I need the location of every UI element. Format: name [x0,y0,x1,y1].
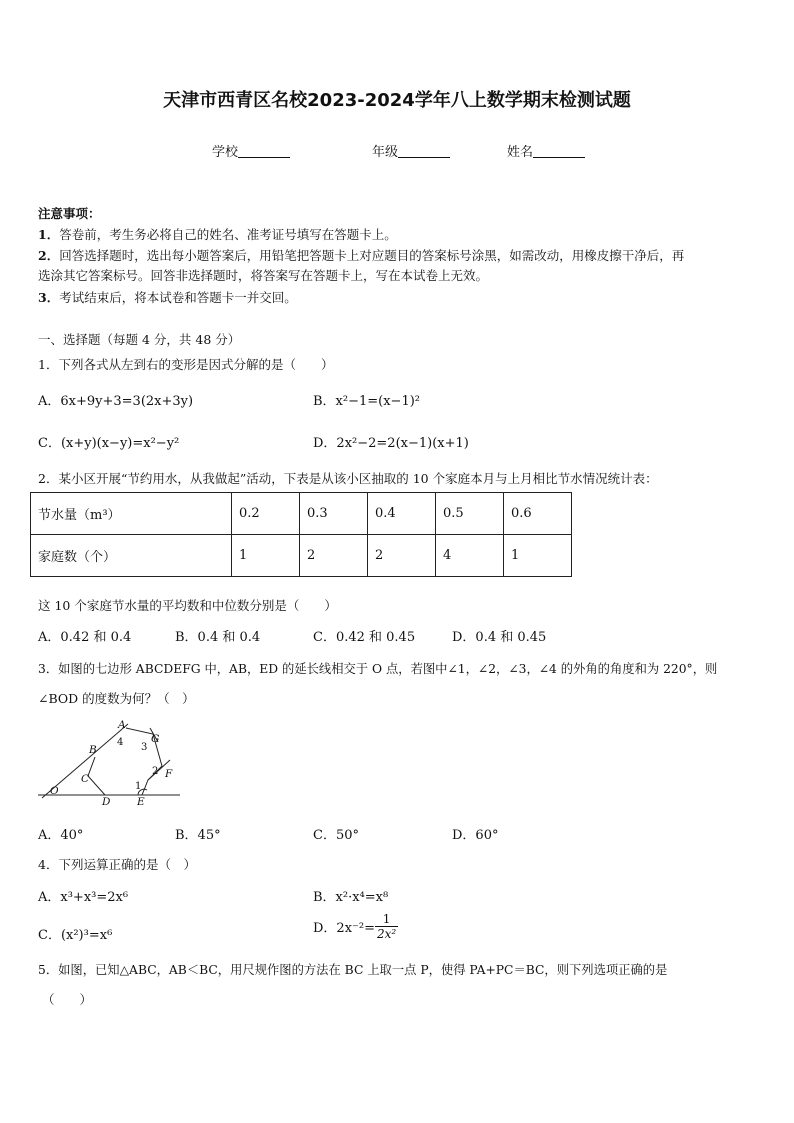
table-row-label: 家庭数（个） [31,535,232,577]
notice-text-1: 答卷前，考生务必将自己的姓名、准考证号填写在答题卡上。 [59,227,397,242]
q4-option-a[interactable]: A．x³+x³=2x⁶ [38,890,129,905]
notice-num-2: 2． [38,248,60,263]
table-cell: 0.5 [436,493,504,535]
q3-option-a[interactable]: A．40° [38,828,84,843]
q3-stem-2: ∠BOD 的度数为何？（ ） [38,691,195,706]
notice-item-2 [38,246,684,264]
notice-num-1: 1． [38,227,60,242]
q1-option-c[interactable]: C．(x+y)(x−y)=x²−y² [38,436,180,451]
table-cell: 1 [504,535,572,577]
q4-stem: 4．下列运算正确的是（ ） [38,857,196,872]
heptagon-figure [30,716,190,812]
q4-option-d-prefix: D．2x⁻²= [313,921,375,936]
label-angle-3: 3 [141,742,148,753]
q2-question: 这 10 个家庭节水量的平均数和中位数分别是（ ） [38,598,337,613]
table-cell: 2 [300,535,368,577]
table-cell: 4 [436,535,504,577]
school-label: 学校 [212,145,239,160]
q4-option-c[interactable]: C．(x²)³=x⁶ [38,928,113,943]
table-cell: 2 [368,535,436,577]
q1-option-b[interactable]: B．x²−1=(x−1)² [313,394,421,409]
label-angle-2: 2 [152,766,159,777]
label-O: O [50,785,59,797]
fraction-numerator: 1 [375,912,398,927]
name-blank[interactable] [533,145,585,158]
q3-stem-1: 3．如图的七边形 ABCDEFG 中，AB，ED 的延长线相交于 O 点，若图中∠1，∠2，∠3，∠4 的外角的角度和为 220°，则 [38,662,718,676]
table-row [31,535,572,577]
q1-option-d[interactable]: D．2x²−2=2(x−1)(x+1) [313,436,469,451]
q2-option-c[interactable]: C．0.42 和 0.45 [313,630,416,645]
grade-field[interactable] [372,141,450,160]
q3-option-d[interactable]: D．60° [452,828,499,843]
notice-item-3 [38,288,297,306]
label-C: C [81,773,90,785]
label-A: A [118,719,126,731]
label-D: D [102,796,111,808]
label-E: E [137,796,145,808]
table-cell: 1 [232,535,300,577]
table-cell: 0.3 [300,493,368,535]
grade-label: 年级 [372,145,399,160]
grade-blank[interactable] [398,145,450,158]
table-row [31,493,572,535]
q3-option-b[interactable]: B．45° [175,828,221,843]
q2-option-b[interactable]: B．0.4 和 0.4 [175,630,261,645]
label-G: G [151,733,160,745]
notice-heading: 注意事项： [38,206,101,221]
notice-text-3: 考试结束后，将本试卷和答题卡一并交回。 [59,290,297,305]
q5-stem-1: 5．如图，已知△ABC，AB＜BC，用尺规作图的方法在 BC 上取一点 P，使得 PA+PC＝BC，则下列选项正确的是 [38,963,668,977]
notice-text-2: 回答选择题时，选出每小题答案后，用铅笔把答题卡上对应题目的答案标号涂黑，如需改动，用橡皮擦干净后，再 [59,248,685,263]
q1-stem: 1．下列各式从左到右的变形是因式分解的是（ ） [38,357,334,372]
q2-option-a[interactable]: A．0.42 和 0.4 [38,630,132,645]
q5-stem-2: （ ） [42,992,93,1007]
section-heading: 一、选择题（每题 4 分，共 48 分） [38,332,241,347]
school-blank[interactable] [238,145,290,158]
notice-text-2b: 选涂其它答案标号。回答非选择题时，将答案写在答题卡上，写在本试卷上无效。 [38,268,489,283]
notice-num-3: 3． [38,290,60,305]
q4-option-d[interactable] [313,912,398,941]
q3-option-c[interactable]: C．50° [313,828,359,843]
name-field[interactable] [507,141,585,160]
table-cell: 0.4 [368,493,436,535]
page-title: 天津市西青区名校2023-2024学年八上数学期末检测试题 [163,90,631,111]
label-B: B [89,744,97,756]
notice-item-1 [38,225,397,243]
q1-option-a[interactable]: A．6x+9y+3=3(2x+3y) [38,394,194,409]
label-F: F [165,768,173,780]
q4-option-b[interactable]: B．x²·x⁴=x⁸ [313,890,389,905]
table-cell: 0.2 [232,493,300,535]
q2-option-d[interactable]: D．0.4 和 0.45 [452,630,547,645]
water-saving-table [30,492,572,577]
school-field[interactable] [212,141,290,160]
label-angle-4: 4 [117,737,124,748]
q4-option-d-fraction [375,912,398,941]
fraction-denominator: 2x² [377,927,397,941]
label-angle-1: 1 [135,781,142,792]
q2-stem: 2．某小区开展“节约用水，从我做起”活动，下表是从该小区抽取的 10 个家庭本月与上月相比节水情况统计表： [38,471,658,486]
table-cell: 0.6 [504,493,572,535]
name-label: 姓名 [507,145,534,160]
table-row-label: 节水量（m³） [31,493,232,535]
